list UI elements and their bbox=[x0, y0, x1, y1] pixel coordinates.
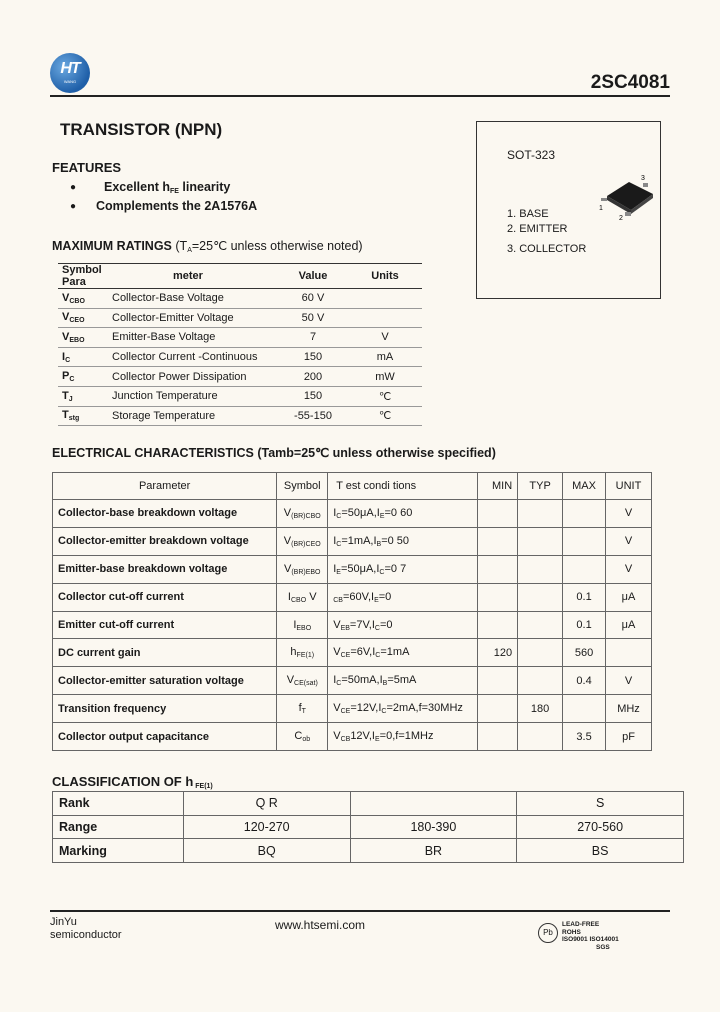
table-row bbox=[53, 695, 652, 723]
class-cell bbox=[350, 792, 517, 816]
symbol-cell: $V_{CBO}$ bbox=[62, 291, 85, 305]
symbol-cell: $f_T$ bbox=[277, 695, 328, 723]
row-label: Marking bbox=[53, 839, 184, 863]
parameter-cell: Emitter-base breakdown voltage bbox=[53, 555, 277, 583]
table-row bbox=[53, 639, 652, 667]
parameter-cell: Collector output capacitance bbox=[53, 723, 277, 751]
max-ratings-heading: MAXIMUM RATINGS ($T_A=25℃$ unless otherwise noted) bbox=[52, 239, 363, 254]
table-row bbox=[58, 328, 422, 348]
typ-cell: 180 bbox=[518, 695, 563, 723]
class-cell: BR bbox=[350, 839, 517, 863]
package-box bbox=[476, 121, 661, 299]
classification-heading: CLASSIFICATION OF h $_{FE(1)}$ bbox=[52, 774, 213, 790]
typ-cell bbox=[518, 583, 563, 611]
col-header: T est condi tions bbox=[328, 473, 478, 500]
unit-cell: μA bbox=[606, 611, 652, 639]
typ-cell bbox=[518, 639, 563, 667]
table-row bbox=[53, 667, 652, 695]
website-link[interactable]: www.htsemi.com bbox=[275, 918, 366, 932]
symbol-cell: $V_{(BR)EBO}$ bbox=[277, 555, 328, 583]
value-cell: 60 V bbox=[301, 292, 325, 305]
lead-free-icon: Pb bbox=[538, 923, 558, 943]
electrical-heading: ELECTRICAL CHARACTERISTICS (Tamb=25℃ unless otherwise specified) bbox=[52, 446, 496, 460]
row-label: Range bbox=[53, 815, 184, 839]
table-row bbox=[53, 792, 684, 816]
unit-cell: MHz bbox=[606, 695, 652, 723]
unit-cell: V bbox=[606, 527, 652, 555]
min-cell: 120 bbox=[478, 639, 518, 667]
sot323-package-icon bbox=[599, 174, 659, 220]
unit-cell: V bbox=[606, 500, 652, 528]
company-logo bbox=[50, 53, 90, 93]
parameter-cell: Collector Power Dissipation bbox=[112, 370, 247, 383]
pin-label: 1 bbox=[599, 205, 603, 212]
min-cell bbox=[478, 611, 518, 639]
col-header: Value bbox=[278, 264, 348, 289]
symbol-cell: $V_{EBO}$ bbox=[62, 330, 85, 344]
unit-cell: ℃ bbox=[378, 390, 392, 403]
classification-table bbox=[52, 791, 684, 863]
company-name: JinYu semiconductor bbox=[50, 916, 122, 941]
features-heading: FEATURES bbox=[52, 160, 122, 175]
table-row bbox=[58, 386, 422, 406]
bullet-icon: ● bbox=[70, 182, 77, 193]
parameter-cell: Transition frequency bbox=[53, 695, 277, 723]
unit-cell: V bbox=[606, 555, 652, 583]
cert-text: LEAD-FREE ROHS ISO9001 ISO14001 SGS bbox=[562, 921, 619, 951]
unit-cell bbox=[348, 289, 422, 309]
max-cell bbox=[563, 527, 606, 555]
min-cell bbox=[478, 583, 518, 611]
parameter-cell: Collector-emitter breakdown voltage bbox=[53, 527, 277, 555]
col-header: meter bbox=[108, 264, 278, 289]
max-cell: 3.5 bbox=[563, 723, 606, 751]
parameter-cell: DC current gain bbox=[53, 639, 277, 667]
table-row bbox=[53, 723, 652, 751]
min-cell bbox=[478, 667, 518, 695]
table-row bbox=[53, 815, 684, 839]
page-title: TRANSISTOR (NPN) bbox=[60, 120, 223, 139]
unit-cell: V bbox=[606, 667, 652, 695]
symbol-cell: $C_{ob}$ bbox=[277, 723, 328, 751]
pin-2-label: 2. EMITTER bbox=[507, 223, 568, 235]
typ-cell bbox=[518, 500, 563, 528]
value-cell: 150 bbox=[303, 351, 323, 364]
col-header: TYP bbox=[518, 473, 563, 500]
class-cell: 270-560 bbox=[517, 815, 684, 839]
table-row bbox=[53, 527, 652, 555]
col-header: Parameter bbox=[53, 473, 277, 500]
symbol-cell: $T_{stg}$ bbox=[62, 409, 80, 423]
class-cell: 180-390 bbox=[350, 815, 517, 839]
part-number: 2SC4081 bbox=[590, 72, 670, 93]
parameter-cell: Collector-base breakdown voltage bbox=[53, 500, 277, 528]
col-header: MIN bbox=[478, 473, 518, 500]
parameter-cell: Collector cut-off current bbox=[53, 583, 277, 611]
condition-cell: $V_{CE}=12V,I_C=2mA,f=30MHz$ bbox=[328, 695, 478, 723]
certification-badges bbox=[538, 921, 658, 951]
col-header: Symbol bbox=[277, 473, 328, 500]
bullet-icon: ● bbox=[70, 201, 77, 212]
max-cell bbox=[563, 500, 606, 528]
unit-cell bbox=[348, 308, 422, 328]
class-cell: BS bbox=[517, 839, 684, 863]
table-row bbox=[58, 406, 422, 426]
unit-cell: ℃ bbox=[378, 410, 392, 423]
min-cell bbox=[478, 527, 518, 555]
max-ratings-table bbox=[58, 263, 422, 426]
table-row bbox=[53, 839, 684, 863]
class-cell: Q R bbox=[183, 792, 350, 816]
typ-cell bbox=[518, 555, 563, 583]
typ-cell bbox=[518, 611, 563, 639]
condition-cell: $I_E=50\mu A,I_C=0$ 7 bbox=[328, 555, 478, 583]
table-row bbox=[53, 611, 652, 639]
value-cell: 50 V bbox=[301, 311, 325, 324]
table-row bbox=[53, 555, 652, 583]
symbol-cell: $I_{CBO}$ V bbox=[277, 583, 328, 611]
parameter-cell: Emitter-Base Voltage bbox=[112, 331, 216, 344]
condition-cell: $_{CB}=60V,I_E=0$ bbox=[328, 583, 478, 611]
parameter-cell: Emitter cut-off current bbox=[53, 611, 277, 639]
footer-divider bbox=[50, 910, 670, 912]
max-cell: 560 bbox=[563, 639, 606, 667]
table-row bbox=[53, 500, 652, 528]
feature-item: Excellent $h_{FE}$ linearity bbox=[104, 180, 231, 195]
condition-cell: $V_{CE}=6V,I_C=1mA$ bbox=[328, 639, 478, 667]
table-row bbox=[53, 583, 652, 611]
package-name: SOT-323 bbox=[507, 148, 556, 162]
table-row bbox=[58, 347, 422, 367]
table-row bbox=[58, 308, 422, 328]
parameter-cell: Junction Temperature bbox=[112, 390, 218, 403]
min-cell bbox=[478, 695, 518, 723]
electrical-characteristics-table bbox=[52, 472, 652, 751]
col-header: Units bbox=[348, 264, 422, 289]
pin-label: 3 bbox=[641, 175, 645, 182]
condition-cell: $V_{EB}=7V,I_C=0$ bbox=[328, 611, 478, 639]
condition-cell: $I_C=50mA,I_B=5mA$ bbox=[328, 667, 478, 695]
symbol-cell: $h_{FE(1)}$ bbox=[277, 639, 328, 667]
condition-cell: $I_C=1mA,I_B=0$ 50 bbox=[328, 527, 478, 555]
max-cell: 0.1 bbox=[563, 583, 606, 611]
max-cell bbox=[563, 695, 606, 723]
logo-subtext: WANG bbox=[63, 79, 77, 84]
min-cell bbox=[478, 723, 518, 751]
max-cell: 0.4 bbox=[563, 667, 606, 695]
parameter-cell: Collector-emitter saturation voltage bbox=[53, 667, 277, 695]
pin-1-label: 1. BASE bbox=[507, 208, 549, 220]
symbol-cell: $I_{EBO}$ bbox=[277, 611, 328, 639]
unit-cell bbox=[606, 639, 652, 667]
table-row bbox=[58, 367, 422, 387]
unit-cell: V bbox=[381, 331, 389, 344]
header-divider bbox=[50, 95, 670, 97]
logo-text: HT bbox=[60, 60, 80, 77]
col-header: Symbol Para bbox=[58, 264, 108, 289]
symbol-cell: $V_{(BR)CEO}$ bbox=[277, 527, 328, 555]
value-cell: 7 bbox=[309, 331, 317, 344]
parameter-cell: Storage Temperature bbox=[112, 409, 216, 422]
parameter-cell: Collector Current -Continuous bbox=[112, 351, 258, 364]
unit-cell: mW bbox=[375, 370, 395, 383]
value-cell: -55-150 bbox=[294, 409, 332, 422]
col-header: MAX bbox=[563, 473, 606, 500]
parameter-cell: Collector-Base Voltage bbox=[112, 292, 224, 305]
unit-cell: mA bbox=[376, 351, 394, 364]
class-cell: S bbox=[517, 792, 684, 816]
parameter-cell: Collector-Emitter Voltage bbox=[112, 311, 234, 324]
typ-cell bbox=[518, 723, 563, 751]
feature-item: Complements the 2A1576A bbox=[96, 199, 258, 213]
max-cell: 0.1 bbox=[563, 611, 606, 639]
col-header: UNIT bbox=[606, 473, 652, 500]
condition-cell: $I_C=50\mu A,I_E=0$ 60 bbox=[328, 500, 478, 528]
symbol-cell: $V_{CEO}$ bbox=[62, 311, 85, 325]
unit-cell: μA bbox=[606, 583, 652, 611]
max-cell bbox=[563, 555, 606, 583]
symbol-cell: $I_C$ bbox=[62, 350, 71, 364]
class-cell: 120-270 bbox=[183, 815, 350, 839]
symbol-cell: $T_J$ bbox=[62, 389, 73, 403]
min-cell bbox=[478, 500, 518, 528]
pin-label: 2 bbox=[619, 215, 623, 220]
symbol-cell: $V_{(BR)CBO}$ bbox=[277, 500, 328, 528]
symbol-cell: $P_C$ bbox=[62, 370, 75, 384]
value-cell: 150 bbox=[303, 390, 323, 403]
condition-cell: $V_{CB}12V,I_E=0,f=1MHz$ bbox=[328, 723, 478, 751]
min-cell bbox=[478, 555, 518, 583]
pin-3-label: 3. COLLECTOR bbox=[507, 243, 587, 255]
typ-cell bbox=[518, 667, 563, 695]
symbol-cell: $V_{CE(sat)}$ bbox=[277, 667, 328, 695]
typ-cell bbox=[518, 527, 563, 555]
row-label: Rank bbox=[53, 792, 184, 816]
class-cell: BQ bbox=[183, 839, 350, 863]
table-row bbox=[58, 289, 422, 309]
value-cell: 200 bbox=[303, 370, 323, 383]
unit-cell: pF bbox=[606, 723, 652, 751]
